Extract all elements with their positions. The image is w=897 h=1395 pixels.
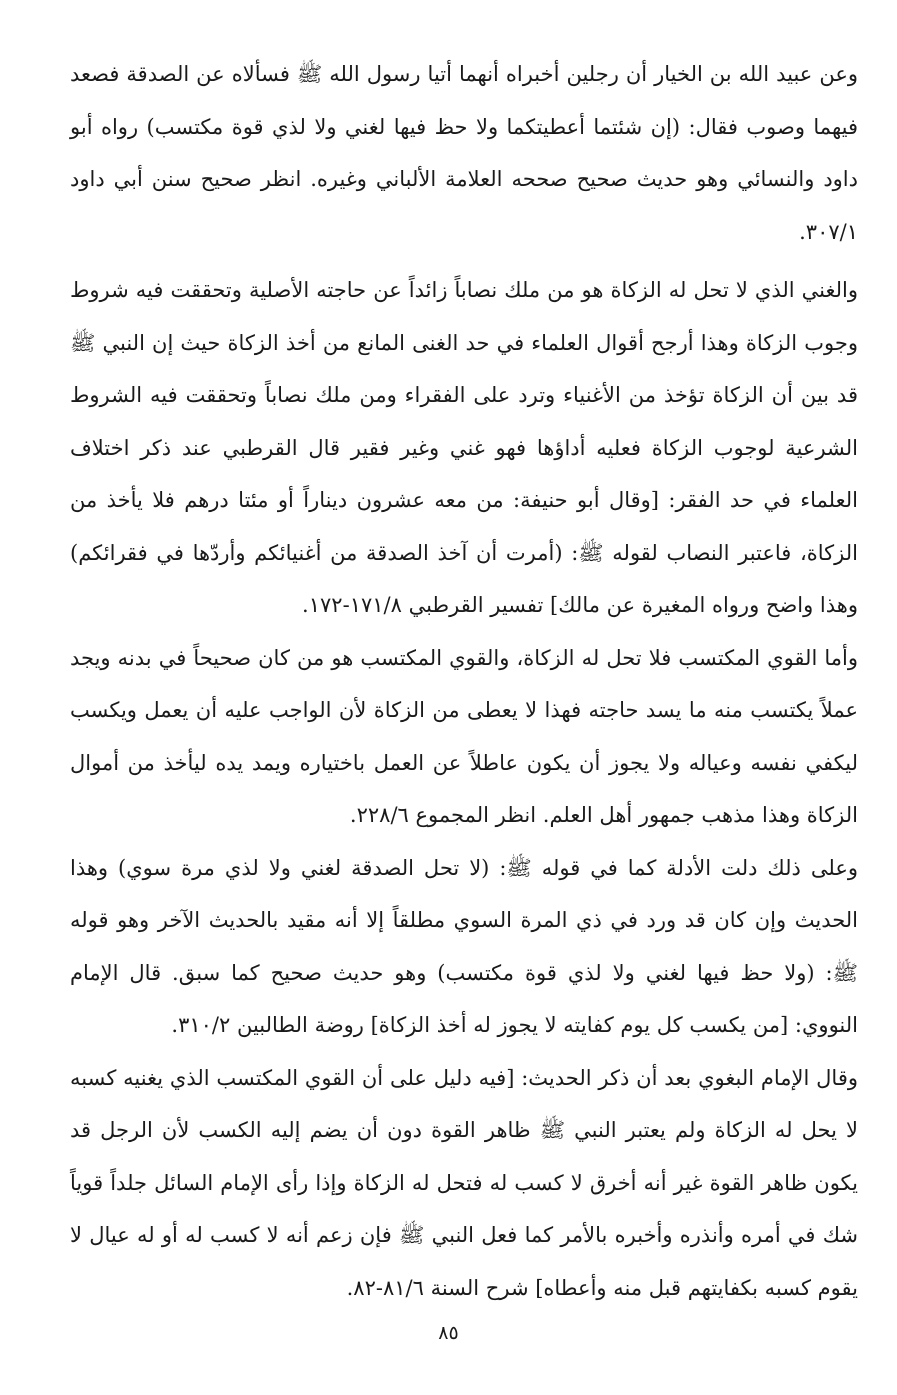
paragraph-1: وعن عبيد الله بن الخيار أن رجلين أخبراه أنهما أتيا رسول الله ﷺ فسألاه عن الصدقة فصعد فيهما وصوب فقال: (إن شئتما أعطيتكما ولا حظ فيها لغني ولا لذي قوة مكتسب) رواه أبو داود والنسائي وهو حديث صحيح صححه العلامة الألباني وغيره. انظر صحيح سنن أبي داود ٣٠٧/١. [70, 62, 858, 244]
paragraph-3: وأما القوي المكتسب فلا تحل له الزكاة، والقوي المكتسب هو من كان صحيحاً في بدنه ويجد عملاً يكتسب منه ما يسد حاجته فهذا لا يعطى من الزكاة لأن الواجب عليه أن يعمل ويكسب ليكفي نفسه وعياله ولا يجوز أن يكون عاطلاً عن العمل باختياره ويمد يده ليأخذ من أموال الزكاة وهذا مذهب جمهور أهل العلم. انظر المجموع ٢٢٨/٦. [70, 645, 858, 827]
body-text [70, 48, 858, 1314]
paragraph-2: والغني الذي لا تحل له الزكاة هو من ملك نصاباً زائداً عن حاجته الأصلية وتحققت فيه شروط وجوب الزكاة وهذا أرجح أقوال العلماء في حد الغنى المانع من أخذ الزكاة حيث إن النبي ﷺ قد بين أن الزكاة تؤخذ من الأغنياء وترد على الفقراء ومن ملك نصاباً وتحققت فيه الشروط الشرعية لوجوب الزكاة فعليه أداؤها فهو غني وغير فقير قال القرطبي عند ذكر اختلاف العلماء في حد الفقر: [وقال أبو حنيفة: من معه عشرون ديناراً أو مئتا درهم فلا يأخذ من الزكاة، فاعتبر النصاب لقوله ﷺ: (أمرت أن آخذ الصدقة من أغنيائكم وأردّها في فقرائكم) وهذا واضح ورواه المغيرة عن مالك] تفسير القرطبي ١٧١/٨-١٧٢. [70, 278, 858, 617]
paragraph-5: وقال الإمام البغوي بعد أن ذكر الحديث: [فيه دليل على أن القوي المكتسب الذي يغنيه كسبه لا يحل له الزكاة ولم يعتبر النبي ﷺ ظاهر القوة دون أن يضم إليه الكسب لأن الرجل قد يكون ظاهر القوة غير أنه أخرق لا كسب له فتحل له الزكاة وإذا رأى الإمام السائل جلداً قوياً شك في أمره وأنذره وأخبره بالأمر كما فعل النبي ﷺ فإن زعم أنه لا كسب له أو له عيال لا يقوم كسبه بكفايتهم قبل منه وأعطاه] شرح السنة ٨١/٦-٨٢. [70, 1065, 858, 1300]
page-number: ٨٥ [438, 1322, 459, 1344]
paragraph-4: وعلى ذلك دلت الأدلة كما في قوله ﷺ: (لا تحل الصدقة لغني ولا لذي مرة سوي) وهذا الحديث وإن كان قد ورد في ذي المرة السوي مطلقاً إلا أنه مقيد بالحديث الآخر وهو قوله ﷺ: (ولا حظ فيها لغني ولا لذي قوة مكتسب) وهو حديث صحيح كما سبق. قال الإمام النووي: [من يكسب كل يوم كفايته لا يجوز له أخذ الزكاة] روضة الطالبين ٣١٠/٢. [70, 855, 859, 1037]
